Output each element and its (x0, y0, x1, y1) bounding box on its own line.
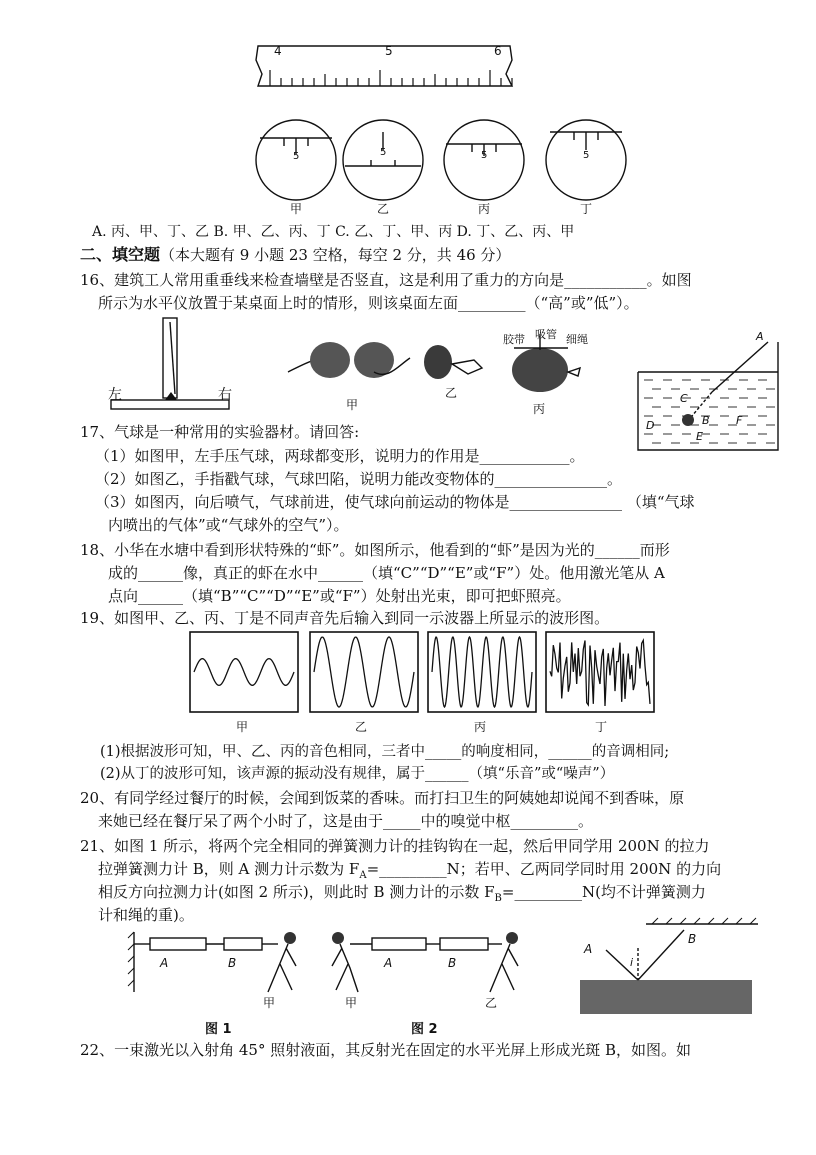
balloon-label-jia: 甲 (346, 398, 359, 412)
q21-sub-B: B (494, 893, 502, 904)
waveform-丁 (550, 640, 650, 706)
wave-label-jia: 甲 (236, 720, 249, 734)
pool-point-F: F (736, 414, 743, 427)
fig2-label-B: B (448, 956, 457, 970)
balloon-label-yi: 乙 (445, 386, 458, 400)
balloon-jia (288, 342, 410, 378)
scope-tick-bing: 5 (481, 150, 488, 161)
scope-label-ding: 丁 (580, 202, 593, 216)
section-2-title: 二、填空题 (80, 245, 161, 264)
q17-line-1: （1）如图甲，左手压气球，两球都变形，说明力的作用是____________。 (95, 447, 585, 465)
balloon-rope-label: 细绳 (566, 333, 588, 346)
q19-line-0: 19、如图甲、乙、丙、丁是不同声音先后输入到同一示波器上所显示的波形图。 (80, 609, 610, 627)
pool-point-B: B (702, 414, 710, 427)
q18-line-3: 点向______（填“B”“C”“D”“E”或“F”）处射出光束，即可把虾照亮。 (108, 587, 571, 605)
fig1-label-A: A (160, 956, 169, 970)
balloon-yi (424, 345, 482, 379)
pool-point-A: A (756, 330, 764, 343)
q17-line-4: 内喷出的气体”或“气球外的空气”）。 (108, 516, 349, 534)
q21-line-2b: =_________N；若甲、乙两同学同时用 200N 的力向 (366, 860, 722, 878)
fig1-label-B: B (228, 956, 237, 970)
fig1-caption: 图 1 (205, 1022, 232, 1037)
q21-sub-A: A (359, 870, 367, 881)
q15-options: A. 丙、甲、丁、乙 B. 甲、乙、丙、丁 C. 乙、丁、甲、丙 D. 丁、乙、丙、甲 (92, 224, 575, 240)
section-2-note: （本大题有 9 小题 23 空格，每空 2 分，共 46 分） (160, 246, 511, 264)
fig2-person-1: 甲 (345, 996, 358, 1010)
section-2-header (80, 245, 510, 265)
waveform-乙 (314, 637, 414, 707)
q21-line-2a: 拉弹簧测力计 B，则 A 测力计示数为 F (98, 860, 360, 878)
pool-point-C: C (680, 392, 688, 405)
scope-label-bing: 丙 (478, 202, 491, 216)
q18-line-2: 成的______像，真正的虾在水中______（填“C”“D”“E”或“F”）处。他用激光笔从 A (108, 564, 665, 582)
scope-label-jia: 甲 (290, 202, 303, 216)
q21-line-1: 21、如图 1 所示，将两个完全相同的弹簧测力计的挂钩钩在一起，然后甲同学用 200N 的拉力 (80, 837, 710, 855)
level-right-label: 右 (218, 387, 232, 403)
scope-tick-jia: 5 (293, 151, 300, 162)
q21-line-4: 计和绳的重)。 (98, 906, 194, 924)
q19-line-1: (1)根据波形可知，甲、乙、丙的音色相同，三者中_____的响度相同，______的音调相同; (100, 744, 670, 760)
q18-line-1: 18、小华在水塘中看到形状特殊的“虾”。如图所示，他看到的“虾”是因为光的______而形 (80, 541, 670, 559)
q20-line-1: 20、有同学经过餐厅的时候，会闻到饭菜的香味。而打扫卫生的阿姨她却说闻不到香味，原 (80, 789, 685, 807)
scope-yi (343, 120, 423, 200)
balloon-label-bing: 丙 (533, 402, 546, 416)
pool-point-E: E (696, 430, 703, 443)
q19-line-2: (2)从丁的波形可知，该声源的振动没有规律，属于______（填“乐音”或“噪声”） (100, 766, 615, 782)
waveform-丙 (432, 637, 532, 707)
pool-point-D: D (646, 419, 655, 432)
q17-line-2: （2）如图乙，手指戳气球，气球凹陷，说明力能改变物体的_______________。 (95, 470, 623, 488)
wave-label-yi: 乙 (355, 720, 368, 734)
q22-line-1: 22、一束激光以入射角 45° 照射液面，其反射光在固定的水平光屏上形成光斑 B，如图。如 (80, 1041, 692, 1059)
balloon-tape-label: 胶带 (503, 333, 525, 346)
q21-line-3a: 相反方向拉测力计(如图 2 所示)，则此时 B 测力计的示数 F (98, 883, 495, 901)
q20-line-2: 来她已经在餐厅呆了两个小时了，这是由于_____中的嗅觉中枢_________。 (98, 812, 594, 830)
scope-label-yi: 乙 (377, 202, 390, 216)
level-left-label: 左 (108, 387, 122, 403)
scope-tick-ding: 5 (583, 150, 590, 161)
waveform-甲 (194, 659, 294, 686)
wave-frame-丁 (546, 632, 654, 712)
balloon-straw-label: 吸管 (535, 328, 557, 341)
wave-label-bing: 丙 (474, 720, 487, 734)
fig2-label-A: A (384, 956, 393, 970)
q16-line-1: 16、建筑工人常用重垂线来检查墙壁是否竖直，这是利用了重力的方向是___________。如图 (80, 271, 692, 289)
ruler-tick-label-6: 6 (494, 44, 502, 58)
fig1-person: 甲 (263, 996, 276, 1010)
scope-tick-yi: 5 (380, 147, 387, 158)
laser-point-A: A (584, 942, 593, 956)
fig2-person-2: 乙 (485, 996, 498, 1010)
ruler-tick-label-5: 5 (385, 44, 393, 58)
q16-line-2: 所示为水平仪放置于某桌面上时的情形，则该桌面左面_________（“高”或”低”）。 (98, 294, 639, 312)
fig2-caption: 图 2 (411, 1022, 438, 1037)
ruler-tick-label-4: 4 (274, 44, 282, 58)
q17-line-0: 17、气球是一种常用的实验器材。请回答: (80, 423, 360, 441)
q21-line-3b: =_________N(均不计弹簧测力 (501, 883, 706, 901)
wave-label-ding: 丁 (595, 720, 608, 734)
q17-line-3: （3）如图丙，向后喷气，气球前进，使气球向前运动的物体是_______________ （填“气球 (95, 493, 695, 511)
laser-point-B: B (688, 932, 697, 946)
laser-angle-i: i (630, 956, 634, 969)
